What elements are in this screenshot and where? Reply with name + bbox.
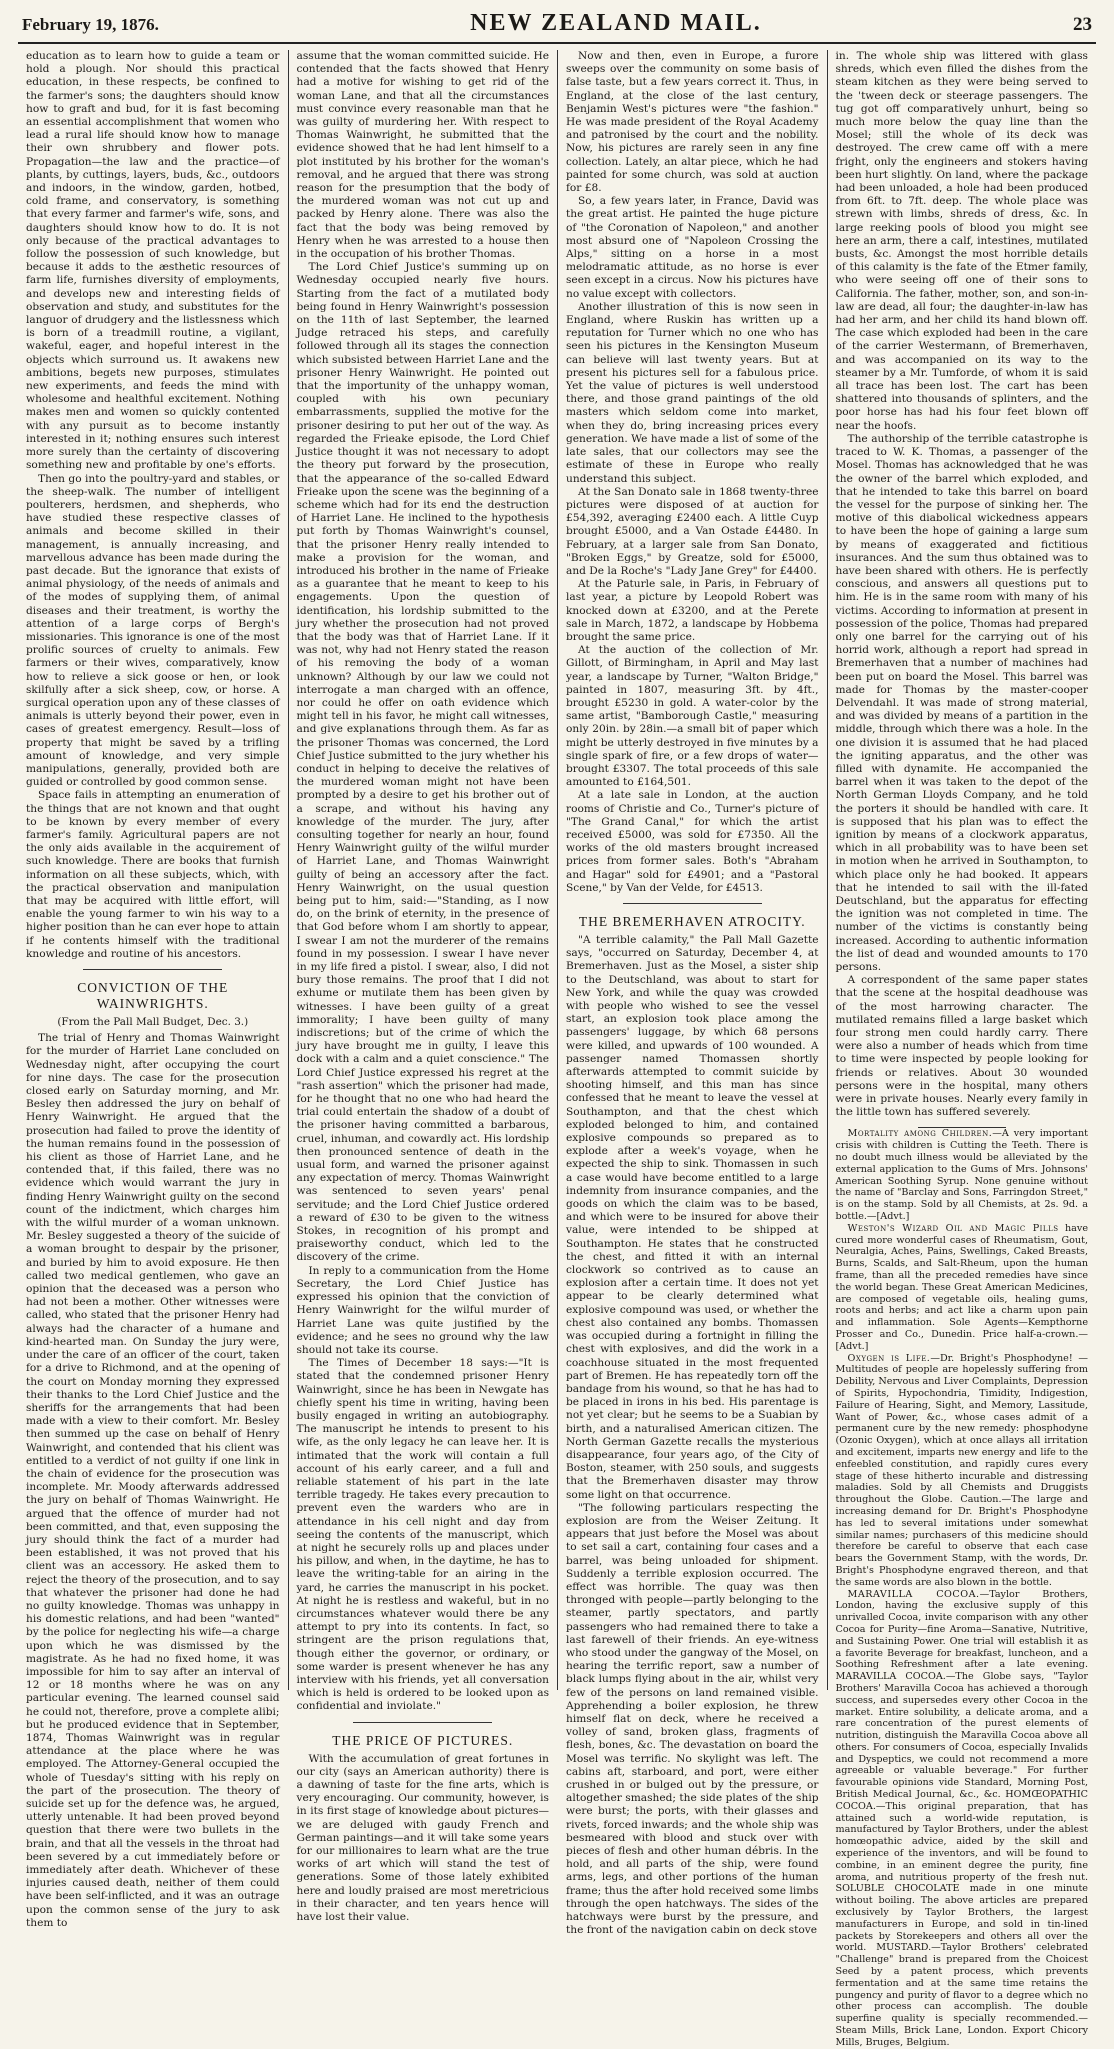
home-secretary-text: In reply to a communication from the Home Secretary, the Lord Chief Justice has expressed his opinion that the conviction of Henry Wainwright for the wilful murder of Harriet Lane was quite justified by the evidence; and he sees no ground why the law should not take its course.: [296, 1264, 549, 1356]
masthead: [18, 8, 1096, 44]
pictures-david-text: So, a few years later, in France, David was the great artist. He painted the huge picture of "the Coronation of Napoleon," and another most absurd one of "Napoleon Crossing the Alps," sitting on a horse in a most melodramatic attitude, as no horse is ever seen except in a circus. Now his pictures have no value except with collectors.: [566, 195, 819, 300]
column-3: [557, 50, 827, 1937]
issue-date: February 19, 1876.: [22, 15, 159, 34]
pictures-west-text: Now and then, even in Europe, a furore sweeps over the community on some basis of false taste, but a few years correct it. Thus, in England, at the close of the last century, Benjamin West's pictures were "the fashion." He was made president of the Royal Academy and patronised by the court and the nobility. Now, his pictures are rarely seen in any fine collection. Lately, an altar piece, which he had painted for some church, was sold at auction for £8.: [566, 50, 819, 195]
ad-heading: MARAVILLA COCOA.: [847, 1588, 980, 1600]
ad-maravilla-cocoa: [836, 1589, 1089, 2049]
ad-body: —Dr. Bright's Phosphodyne! —Multitudes of people are hopelessly suffering from Debility, Nervous and Liver Complaints, Depression of Spirits, Hypochondria, Timidity, Indigestion, Failure of Hearing, Sight, and Memory, Lassitude, Want of Power, &c., whose cases admit of a permanent cure by the new remedy: phosphodyne (Ozonic Oxygen), which at once allays all irritation and excitement, imparts new energy and life to the enfeebled constitution, and rapidly cures every stage of these hitherto incurable and distressing maladies. Sold by all Chemists and Druggists throughout the Globe. Caution.—The large and increasing demand for Dr. Bright's Phosphodyne has led to several imitations under somewhat similar names; purchasers of this medicine should therefore be careful to observe that each case bears the Government Stamp, with the words, Dr. Bright's Phosphodyne engraved thereon, and that the same words are also blown in the bottle.: [835, 1352, 1088, 1588]
summing-up-text: The Lord Chief Justice's summing up on Wednesday occupied nearly five hours. Starting from the fact of a mutilated body being found in Henry Wainwright's possession on the 11th of last September, the learned Judge retraced his steps, and carefully followed through all its stages the connection which subsisted between Harriet Lane and the prisoner Henry Wainwright. He pointed out that the importunity of the unhappy woman, coupled with his own pecuniary embarrassments, supplied the motive for the prisoner desiring to put her out of the way. As regarded the Frieake episode, the Lord Chief Justice thought it was not necessary to adopt the theory put forward by the prosecution, that the appearance of the so-called Edward Frieake upon the scene was the beginning of a scheme which had for its end the destruction of Harriet Lane. He inclined to the hypothesis put forth by Thomas Wainwright's counsel, that the prisoner Henry really intended to make a provision for the woman, and introduced his brother in the name of Frieake as a guarantee that he meant to keep to his engagements. Upon the question of identification, his lordship submitted to the jury whether the prosecution had not proved that the body was that of Harriet Lane. If it was not, why had not Henry stated the reason of his removing the body of a woman unknown? Although by our law we could not interrogate a man charged with an offence, nor could he offer on oath evidence which might tell in his favor, he might call witnesses, and give explanations through them. As far as the prisoner Thomas was concerned, the Lord Chief Justice submitted to the jury whether his conduct in helping to deceive the relatives of the murdered woman might not have been prompted by a desire to get his brother out of a scrape, and without his having any knowledge of the murder. The jury, after consulting together for nearly an hour, found Henry Wainwright guilty of the wilful murder of Harriet Lane, and Thomas Wainwright guilty of being an accessory after the fact. Henry Wainwright, on the usual question being put to him, said:—"Standing, as I now do, on the brink of eternity, in the presence of that God before whom I am shortly to appear, I swear I am not the murderer of the remains found in my possession. I swear I have never in my life fired a pistol. I swear, also, I did not bury those remains. The proof that I did not exhume or mutilate them has been given by witnesses. I have been guilty of a great immorality; I have been guilty of many indiscretions; but of the crime of which the jury have brought me in guilty, I leave this dock with a calm and a quiet conscience." The Lord Chief Justice expressed his regret at the "rash assertion" which the prisoner had made, for he thought that no one who had heard the trial could entertain the shadow of a doubt of the prisoner having committed a barbarous, cruel, inhuman, and cowardly act. His lordship then pronounced sentence of death in the usual form, and warned the prisoner against any expectation of mercy. Thomas Wainwright was sentenced to seven years' penal servitude; and the Lord Chief Justice ordered a reward of £30 to be given to the witness Stokes, in recognition of his prompt and praiseworthy conduct, which led to the discovery of the crime.: [296, 261, 549, 1264]
times-report-text: The Times of December 18 says:—"It is stated that the condemned prisoner Henry Wainwright, since he has been in Newgate has chiefly spent his time in writing, having been busily engaged in writing an autobiography. The manuscript he intends to present to his wife, as the only legacy he can leave her. It is intimated that the work will contain a full account of his early career, and a full and reliable statement of his part in the late terrible tragedy. He takes every precaution to prevent even the warders who are in attendance in his cell night and day from seeing the contents of the manuscript, which at night he securely rolls up and places under his pillow, and when, in the daytime, he has to leave the writing-table for an airing in the yard, he carries the manuscript in his pocket. At night he is restless and wakeful, but in no circumstances whatever would there be any attempt to pry into its contents. In fact, so stringent are the prison regulations that, though either the governor, or ordinary, or some warder is present whenever he has any interview with his friends, yet all conversation which is held is ordered to be looked upon as confidential and inviolate.": [296, 1357, 549, 1713]
ad-wizard-oil: [836, 1223, 1089, 1353]
ad-heading: Oxygen is Life.: [847, 1352, 931, 1364]
farm-animals-text: Then go into the poultry-yard and stables, or the sheep-walk. The number of intelligent poulterers, herdsmen, and shepherds, who have studied these respective classes of animals and become skilled in their management, is annually increasing, and marvellous advance has been made during the past decade. But the ignorance that exists of animal physiology, of the needs of animals and of the modes of supplying them, of animal diseases and their treatment, is worthy the attention of a large corps of Bergh's missionaries. This ignorance is one of the most prolific sources of cruelty to animals. Few farmers or their wives, comparatively, know how to relieve a sick goose or hen, or look skilfully after a sick sheep, cow, or horse. A surgical operation upon any of these classes of animals is utterly beyond their power, even in cases of greatest emergency. Result—loss of property that might be saved by a trifling amount of knowledge, and very simple manipulations, generally, provided both are guided or controlled by good common sense.: [26, 472, 280, 789]
headline-bremerhaven: THE BREMERHAVEN ATROCITY.: [578, 914, 806, 929]
headline-wainwrights: CONVICTION OF THE WAINWRIGHTS.: [77, 980, 229, 1012]
pictures-intro-text: With the accumulation of great fortunes in our city (says an American authority) there is a dawning of taste for the fine arts, which is very encouraging. Our community, however, is in its first stage of knowledge about pictures—we are deluged with gaudy French and German paintings—and it will take some years for our millionaires to learn what are the true works of art which will stand the test of generations. Some of those lately exhibited here and loudly praised are most meretricious in their character, and ten years hence will have lost their value.: [296, 1752, 549, 1924]
ad-phosphodyne: [836, 1353, 1089, 1589]
weiser-zeitung-text: "The following particulars respecting the explosion are from the Weiser Zeitung. It appears that just before the Mosel was about to set sail a cart, containing four cases and a barrel, was being unloaded for shipment. Suddenly a terrible explosion occurred. The effect was horrible. The quay was then thronged with people—partly belonging to the steamer, partly spectators, and partly passengers who had remained there to take a last farewell of their friends. An eye-witness who stood under the gangway of the Mosel, on hearing the terrific report, saw a number of black lumps flying about in the air, whilst very few of the persons on land remained visible. Apprehending a boiler explosion, he threw himself flat on deck, where he received a volley of sand, broken glass, fragments of flesh, bones, &c. The devastation on board the Mosel was terrific. No skylight was left. The cabins aft, starboard, and port, were either crushed in or bulged out by the pressure, or altogether smashed; the side plates of the ship were burst; the ports, with their glasses and rivets, forced inwards; and the whole ship was besmeared with blood and stuck over with pieces of flesh and other human débris. In the hold, and all parts of the ship, were found arms, legs, and other portions of the human frame; thus the after hold received some limbs through the open hatchways. The sides of the hatchways were burst by the pressure, and the front of the navigation cabin on deck stove: [566, 1501, 819, 1937]
farm-education-text: education as to learn how to guide a team or hold a plough. Nor should this practical education, in these respects, be confined to the farmer's sons; the daughters should know how to graft and bud, for it is fast becoming an essential accomplishment that women who lead a rural life should know how to manage their own shrubbery and flower pots. Propagation—the law and the practice—of plants, by cuttings, layers, buds, &c., outdoors and indoors, in the window, garden, hotbed, cold frame, and conservatory, is something that every farmer and farmer's wife, sons, and daughters should know how to do. It is not only because of the practical advantages to follow the possession of such knowledge, but because it adds to the æsthetic resources of farm life, furnishes diversity of employments, and develops new and interesting fields of observation and study, and substitutes for the languor of drudgery and the listlessness which is born of a treadmill routine, a vigilant, wakeful, eager, and hopeful interest in the objects which surround us. It awakens new ambitions, begets new purposes, stimulates new experiments, and feeds the mind with wholesome and healthful excitement. Nothing makes men and women so quickly contented with any pursuit as to become instantly interested in it; nothing ensures such interest more surely than the certainty of discovering something new and profitable by one's efforts.: [26, 50, 280, 472]
divider: [83, 969, 222, 970]
farm-knowledge-text: Space fails in attempting an enumeration of the things that are not known and that ought to be known by every member of every farmer's family. Agricultural papers are not the only aids available in the acquirement of such knowledge. There are books that furnish information on all these subjects, which, with the practical observation and manipulation that may be acquired with little effort, will enable the young farmer to win his way to a higher position than he can ever hope to attain if he contents himself with the traditional knowledge and routine of his ancestors.: [26, 789, 280, 960]
wainwright-trial-text: The trial of Henry and Thomas Wainwright for the murder of Harriet Lane concluded on Wednesday night, after occupying the court for nine days. The case for the prosecution closed early on Saturday morning, and Mr. Besley then addressed the jury on behalf of Henry Wainwright. He argued that the prosecution had failed to prove the identity of the human remains found in the possession of his client as those of Harriet Lane, and he contended that, if this failed, there was no evidence which would warrant the jury in finding Henry Wainwright guilty on the second count of the indictment, which charges him with the wilful murder of a woman unknown. Mr. Besley suggested a theory of the suicide of a woman brought to despair by the prisoner, and buried by him to avoid exposure. He then called two medical gentlemen, who gave an opinion that the deceased was a person who had not been a mother. Other witnesses were called, who stated that the prisoner Henry had always had the character of a humane and kind-hearted man. On Sunday the jury were, under the care of an officer of the court, taken for a drive to Richmond, and at the opening of the court on Monday morning they expressed their thanks to the Lord Chief Justice and the sheriffs for the arrangements that had been made with a view to their comfort. Mr. Besley then summed up the case on behalf of Henry Wainwright, and contended that his client was entitled to a verdict of not guilty if one link in the chain of evidence for the prosecution was incomplete. Mr. Moody afterwards addressed the jury on behalf of Thomas Wainwright. He argued that the offence of murder had not been committed, and that, even supposing the jury should think the fact of a murder had been established, it was not proved that his client was an accessory. He asked them to reject the theory of the prosecution, and to say that whatever the prisoner had done he had no guilty knowledge. Thomas was unhappy in his domestic relations, and had been "wanted" by the police for neglecting his wife—a charge upon which he was dismissed by the magistrate. As he had no fixed home, it was impossible for him to say after an interval of 12 or 18 months where he was on any particular evening. The learned counsel said he could not, therefore, prove a complete alibi; but he produced evidence that in September, 1874, Thomas Wainwright was in regular attendance at the place where he was employed. The Attorney-General occupied the whole of Tuesday's sitting with his reply on the part of the prosecution. The theory of suicide set up for the defence was, he argued, utterly untenable. It had been proved beyond question that there were two bullets in the brain, and that all the vessels in the throat had been severed by a cut immediately before or immediately after death. Whichever of these injuries caused death, neither of them could have been self-inflicted, and it was an outrage upon the common sense of the jury to ask them to: [26, 1032, 280, 1929]
bremerhaven-text: "A terrible calamity," the Pall Mall Gazette says, "occurred on Saturday, December 4, at Bremerhaven. Just as the Mosel, a sister ship to the Deutschland, was about to start for New York, and while the quay was crowded with people who wished to see the vessel start, an explosion took place among the passengers' luggage, by which 68 persons were killed, and upwards of 100 wounded. A passenger named Thomassen shortly afterwards attempted to commit suicide by shooting himself, and this man has since confessed that he meant to leave the vessel at Southampton, and that the chest which exploded belonged to him, and contained explosive compounds so prepared as to explode after a week's voyage, when he expected the ship to sink. Thomassen in such a case would have become entitled to a large indemnity from insurance companies, and the goods on which the claim was to be based, and which were to be insured for above their value, were intended to be shipped at Southampton. He states that he constructed the chest, and fitted it with an internal clockwork so contrived as to cause an explosion after a certain time. It does not yet appear to be clearly determined what explosive compound was used, or whether the chest also contained any bombs. Thomassen was occupied during a fortnight in filling the chest with explosives, and did the work in a coachhouse situated in the most frequented part of Bremen. He has repeatedly torn off the bandage from his wound, so that he has had to be placed in irons in his bed. His parentage is not yet clear; but he seems to be a Suabian by birth, and a naturalised American citizen. The North German Gazette recalls the mysterious disappearance, four years ago, of the City of Boston, steamer, with 250 souls, and suggests that the Bremerhaven disaster may throw some light on that occurrence.: [566, 934, 819, 1501]
page-number: 23: [1073, 14, 1092, 35]
christie-text: At a late sale in London, at the auction rooms of Christie and Co., Turner's picture of "The Grand Canal," for which the artist received £5000, was sold for £7350. All the works of the old masters brought increased prices from former sales. Both's "Abraham and Hagar" sold for £4901; and a "Pastoral Scene," by Van der Velde, for £4513.: [566, 789, 819, 894]
ad-heading: Mortality among Children.: [847, 1128, 993, 1140]
column-1: [18, 50, 288, 1929]
san-donato-text: At the San Donato sale in 1868 twenty-three pictures were disposed of at auction for £54,392, averaging £2400 each. A little Cuyp brought £5000, and a Van Ostade £4480. In February, at a larger sale from San Donato, "Broken Eggs," by Greatze, sold for £5000, and De la Roche's "Lady Jane Grey" for £4400.: [566, 485, 819, 577]
gillott-text: At the auction of the collection of Mr. Gillott, of Birmingham, in April and May last year, a landscape by Turner, "Walton Bridge," painted in 1807, measuring 3ft. by 4ft., brought £5230 in gold. A water-color by the same artist, "Bamborough Castle," measuring only 20in. by 28in.—a small bit of paper which might be utterly destroyed in five minutes by a single spark of fire, or a few drops of water—brought £3307. The total proceeds of this sale amounted to £164,501.: [566, 644, 819, 789]
bremerhaven-cont: in. The whole ship was littered with glass shreds, which even filled the dishes from the steam kitchen as they were being served to the 'tween deck or steerage passengers. The tug got off comparatively unhurt, being so much more below the quay line than the Mosel; still the whole of its deck was destroyed. The crew came off with a mere fright, only the engineers and stokers having been hurt slightly. On land, where the package had been unloaded, a hole had been produced from 6ft. to 7ft. deep. The whole place was strewn with limbs, shreds of dress, &c. In large reeking pools of blood you might see here an arm, there a calf, intestines, mutilated busts, &c. Amongst the most horrible details of this calamity is the fate of the Etmer family, who were seeing off one of their sons to California. The father, mother, son, and son-in-law are dead, all four; the daughter-in-law has had her arm, and her child its hand blown off. The case which exploded had been in the care of the carrier Westermann, of Bremerhaven, and was accompanied on its way to the steamer by a Mr. Tumforde, of whom it is said all trace has been lost. The cart has been shattered into thousands of splinters, and the poor horse has had his four feet blown off near the hoofs.: [835, 50, 1088, 432]
pictures-turner-text: Another illustration of this is now seen in England, where Ruskin has written up a reputation for Turner which no one who has seen his pictures in the Kensington Museum can believe will last twenty years. But at present his pictures sell for a fabulous price. Yet the value of pictures is well understood there, and those grand paintings of the old masters which seldom come into market, when they do, bring increasing prices every generation. We have made a list of some of the late sales, that our collectors may see the estimate of these in Europe who really understand this subject.: [566, 300, 819, 485]
advertisements: [836, 1128, 1089, 2048]
wainwright-trial-cont: assume that the woman committed suicide. He contended that the facts showed that Henry had a motive for wishing to get rid of the woman Lane, and that all the circumstances must convince every reasonable man that he was guilty of murdering her. With respect to Thomas Wainwright, he submitted that the evidence showed that he had lent himself to a plot instituted by his brother for the woman's removal, and he argued that there was strong reason for the presumption that the body of the murdered woman was not cut up and packed by Henry alone. There was also the fact that the body was being removed by Henry when he was arrested to a house then in the occupation of his brother Thomas.: [296, 50, 549, 261]
ad-heading: Weston's Wizard Oil and Magic Pills: [847, 1222, 1059, 1234]
source-line: (From the Pall Mall Budget, Dec. 3.): [57, 1016, 249, 1029]
ad-body: —A very important crisis with children is Cutting the Teeth. There is no doubt much illness would be alleviated by the external application to the Gums of Mrs. Johnsons' American Soothing Syrup. None genuine without the name of "Barclay and Sons, Farringdon Street," is on the stamp. Sold by all Chemists, at 2s. 9d. a bottle.—[Advt.]: [835, 1128, 1088, 1223]
article-columns: [18, 50, 1096, 2048]
newspaper-title: NEW ZEALAND MAIL.: [470, 10, 762, 36]
ad-body: —Taylor Brothers, London, having the exclusive supply of this unrivalled Cocoa, invite comparison with any other Cocoa for Purity—fine Aroma—Sanative, Nutritive, and Sustaining Power. One trial will establish it as a favorite Beverage for breakfast, luncheon, and a Soothing Refreshment after a late evening. MARAVILLA COCOA.—The Globe says, "Taylor Brothers' Maravilla Cocoa has achieved a thorough success, and supersedes every other Cocoa in the market. Entire solubility, a delicate aroma, and a rare concentration of the purest elements of nutrition, distinguish the Maravilla Cocoa above all others. For consumers of Cocoa, especially Invalids and Dyspeptics, we could not recommend a more agreeable or valuable beverage." For further favourable opinions vide Standard, Morning Post, British Medical Journal, &c., &c. HOMŒOPATHIC COCOA.—This original preparation, that has attained such a world-wide reputation, is manufactured by Taylor Brothers, under the ablest homœopathic advice, aided by the skill and experience of the inventors, and will be found to combine, in an eminent degree the purity, fine aroma, and nutritious property of the fresh nut. SOLUBLE CHOCOLATE made in one minute without boiling. The above articles are prepared exclusively by Taylor Brothers, the largest manufacturers in Europe, and sold in tin-lined packets by Storekeepers and others all over the world. MUSTARD.—Taylor Brothers' celebrated "Challenge" brand is prepared from the Choicest Seed by a patent process, which prevents fermentation and at the same time retains the pungency and purity of flavor to a degree which no other process can accomplish. The double superfine quality is specially recommended.—Steam Mills, Brick Lane, London. Export Chicory Mills, Bruges, Belgium.: [835, 1588, 1088, 2048]
divider: [353, 1722, 492, 1723]
ad-body: have cured more wonderful cases of Rheumatism, Gout, Neuralgia, Aches, Pains, Swellings, Caked Breasts, Burns, Scalds, and Salt-Rheum, upon the human frame, than all the preceded remedies have since the world began. These Great American Medicines, are composed of vegetable oils, healing gums, roots and herbs; and act like a charm upon pain and inflammation. Sole Agents—Kempthorne Prosser and Co., Dunedin. Price half-a-crown.—[Advt.]: [835, 1222, 1088, 1352]
headline-price-of-pictures: THE PRICE OF PICTURES.: [332, 1732, 514, 1748]
paturle-text: At the Paturle sale, in Paris, in February of last year, a picture by Leopold Robert was knocked down at £3200, and at the Perete sale in March, 1872, a landscape by Hobbema brought the same price.: [566, 578, 819, 643]
column-2: [288, 50, 558, 1924]
hospital-scene-text: A correspondent of the same paper states that the scene at the hospital deadhouse was of the most harrowing character. The mutilated remains filled a large basket which four strong men could hardly carry. There were also a number of heads which from time to time were inspected by people looking for friends or relatives. About 30 wounded persons were in the hospital, many others were in private houses. Nearly every family in the little town has suffered severely.: [835, 974, 1088, 1119]
thomas-authorship-text: The authorship of the terrible catastrophe is traced to W. K. Thomas, a passenger of the Mosel. Thomas has acknowledged that he was the owner of the barrel which exploded, and that he intended to take this barrel on board the vessel for the purpose of sinking her. The motive of this diabolical wickedness appears to have been the hope of gaining a large sum by means of exaggerated and fictitious insurances. And the sum thus obtained was to have been shared with others. He is perfectly conscious, and answers all questions put to him. He is in the same room with many of his victims. According to information at present in possession of the police, Thomas had prepared only one barrel for the carrying out of his horrid work, although a report had spread in Bremerhaven that a number of machines had been put on board the Mosel. This barrel was made for Thomas by the master-cooper Delvendahl. It was made of strong material, and was divided by means of a partition in the middle, through which there was a hole. In the one division it is assumed that he had placed the igniting apparatus, and the other was filled with dynamite. He accompanied the barrel when it was taken to the depot of the North German Lloyds Company, and he told the porters it should be handled with care. It is supposed that his plan was to effect the ignition by means of a clockwork apparatus, which in all probability was to have been set in motion when he arrived in Southampton, to which place only he had booked. It appears that he intended to sail with the ill-fated Deutschland, but the apparatus for effecting the ignition was not completed in time. The number of the victims is constantly being increased. According to authentic information the list of dead and wounded amounts to 170 persons.: [835, 432, 1088, 974]
divider: [623, 903, 762, 904]
ad-soothing-syrup: [836, 1128, 1089, 1222]
column-4: [827, 50, 1097, 2048]
